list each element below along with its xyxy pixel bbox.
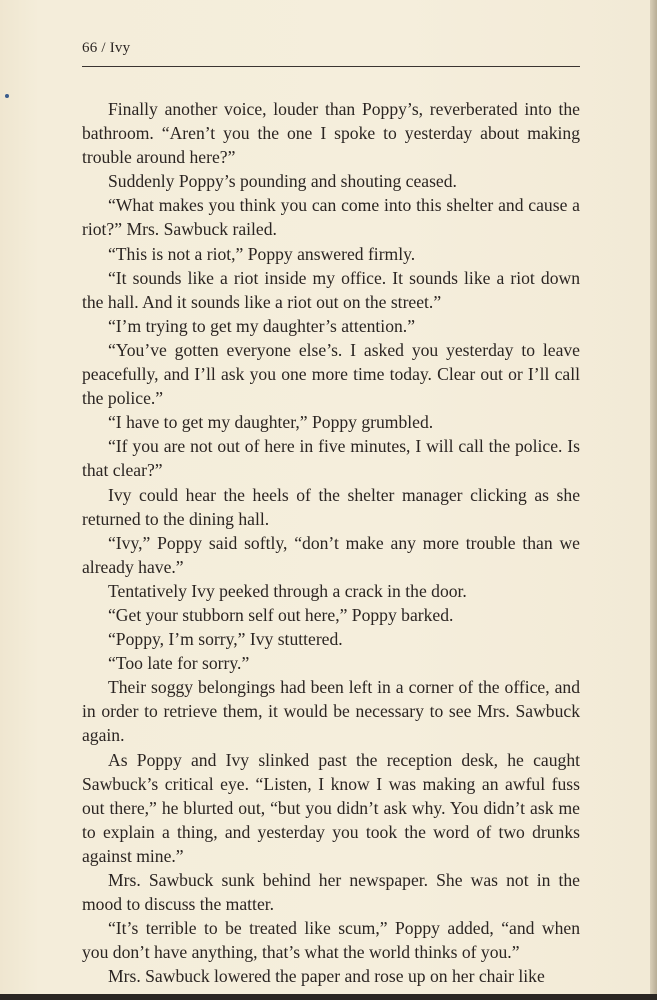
page-edge-right [650,0,657,1000]
paragraph: “It’s terrible to be treated like scum,” Poppy added, “and when you don’t have anything, that’s what the world thinks of you.” [82,918,580,963]
paragraph: “I’m trying to get my daughter’s attention.” [108,315,415,336]
paragraph: “Get your stubborn self out here,” Poppy barked. [108,604,454,625]
ink-mark [5,94,9,98]
paragraph: Tentatively Ivy peeked through a crack in the door. [108,580,467,601]
page-number: 66 [82,40,98,56]
paragraph: “What makes you think you can come into this shelter and cause a riot?” Mrs. Sawbuck railed. [82,195,580,240]
paragraph: “It sounds like a riot inside my office. It sounds like a riot down the hall. And it sounds like a riot out on the street.” [82,267,580,312]
paragraph: Ivy could hear the heels of the shelter manager clicking as she returned to the dining hall. [82,484,580,529]
paragraph: “Ivy,” Poppy said softly, “don’t make any more trouble than we already have.” [82,532,580,577]
running-title: Ivy [109,40,131,56]
running-header [82,40,580,57]
body-text [82,97,580,988]
page-edge-bottom [0,994,657,1000]
paragraph: Suddenly Poppy’s pounding and shouting ceased. [108,171,457,192]
paragraph: Mrs. Sawbuck lowered the paper and rose up on her chair like [108,966,545,987]
header-separator: / [101,40,106,56]
paragraph: As Poppy and Ivy slinked past the reception desk, he caught Sawbuck’s critical eye. “Listen, I know I was making an awful fuss out there,” he blurted out, “but you didn’t ask why. You didn’t ask me to explain a thing, and yesterday you took the word of two drunks against mine.” [82,749,580,866]
paragraph: “Poppy, I’m sorry,” Ivy stuttered. [108,629,343,650]
paragraph: “You’ve gotten everyone else’s. I asked you yesterday to leave peacefully, and I’ll ask you one more time today. Clear out or I’ll call the police.” [82,339,580,409]
paragraph: Mrs. Sawbuck sunk behind her newspaper. She was not in the mood to discuss the matter. [82,870,580,915]
header-rule [82,66,580,67]
paragraph: “If you are not out of here in five minutes, I will call the police. Is that clear?” [82,436,580,481]
paragraph: “Too late for sorry.” [108,653,250,674]
paragraph: Their soggy belongings had been left in a corner of the office, and in order to retrieve them, it would be necessary to see Mrs. Sawbuck again. [82,677,580,746]
paragraph: Finally another voice, louder than Poppy’s, reverberated into the bathroom. “Aren’t you the one I spoke to yesterday about making trouble around here?” [82,99,580,168]
paragraph: “This is not a riot,” Poppy answered firmly. [108,243,416,264]
paragraph: “I have to get my daughter,” Poppy grumbled. [108,412,434,433]
